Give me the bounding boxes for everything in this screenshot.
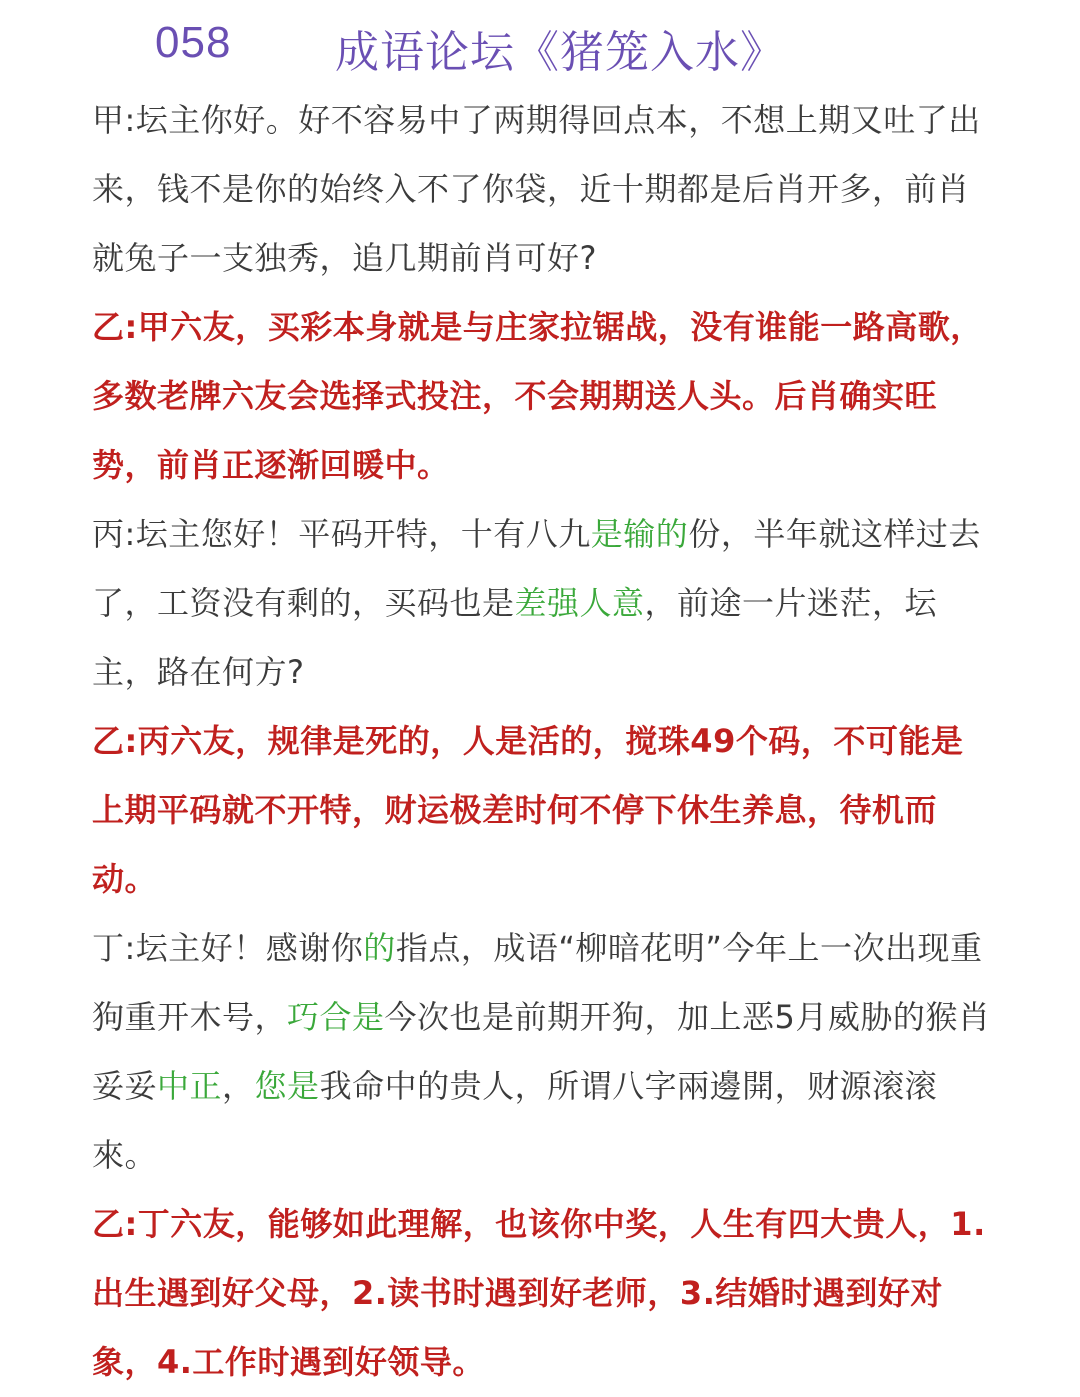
header — [0, 10, 1080, 80]
paragraph-text: 甲:坛主你好。好不容易中了两期得回点本，不想上期又吐了出来，钱不是你的始终入不了你袋，近十期都是后肖开多，前肖就兔子一支独秀，追几期前肖可好? — [92, 101, 981, 277]
highlight-text: 您是 — [254, 1067, 320, 1105]
paragraph-text: ，前途一片迷茫，坛主，路在何方? — [92, 584, 938, 691]
dialogue-body — [92, 86, 992, 1397]
paragraph-text: 我命中的贵人，所谓八字兩邊開，财源滚滚來。 — [92, 1067, 938, 1174]
answer-paragraph — [92, 293, 992, 500]
paragraph-text: 丙:坛主您好！平码开特，十有八九 — [92, 515, 591, 553]
paragraph-text: 丁:坛主好！感谢你 — [92, 929, 364, 967]
answer-paragraph — [92, 1190, 992, 1397]
paragraph-text: 今次也是前期开狗，加上恶5月威胁的猴肖妥妥 — [92, 998, 991, 1105]
paragraph-text: 乙:甲六友，买彩本身就是与庄家拉锯战，没有谁能一路高歌，多数老牌六友会选择式投注，不会期期送人头。后肖确实旺势，前肖正逐渐回暖中。 — [92, 308, 983, 484]
question-paragraph — [92, 914, 992, 1190]
question-paragraph — [92, 500, 992, 707]
paragraph-text: 份，半年就这样过去了，工资没有剩的，买码也是 — [92, 515, 981, 622]
paragraph-text: ， — [222, 1067, 255, 1105]
paragraph-text: 乙:丙六友，规律是死的，人是活的，搅珠49个码，不可能是上期平码就不开特，财运极差时何不停下休生养息，待机而动。 — [92, 722, 964, 898]
paragraph-text: 指点，成语“柳暗花明”今年上一次出现重狗重开木号， — [92, 929, 983, 1036]
page-title: 成语论坛《猪笼入水》 — [335, 27, 785, 78]
answer-paragraph — [92, 707, 992, 914]
question-paragraph — [92, 86, 992, 293]
highlight-text: 中正 — [157, 1067, 223, 1105]
highlight-text: 的 — [363, 929, 396, 967]
highlight-text: 巧合是 — [287, 998, 385, 1036]
paragraph-text: 乙:丁六友，能够如此理解，也该你中奖，人生有四大贵人，1.出生遇到好父母，2.读书时遇到好老师，3.结婚时遇到好对象，4.工作时遇到好领导。 — [92, 1205, 986, 1381]
issue-number: 058 — [155, 18, 232, 67]
highlight-text: 是输的 — [590, 515, 689, 553]
highlight-text: 差强人意 — [514, 584, 645, 622]
